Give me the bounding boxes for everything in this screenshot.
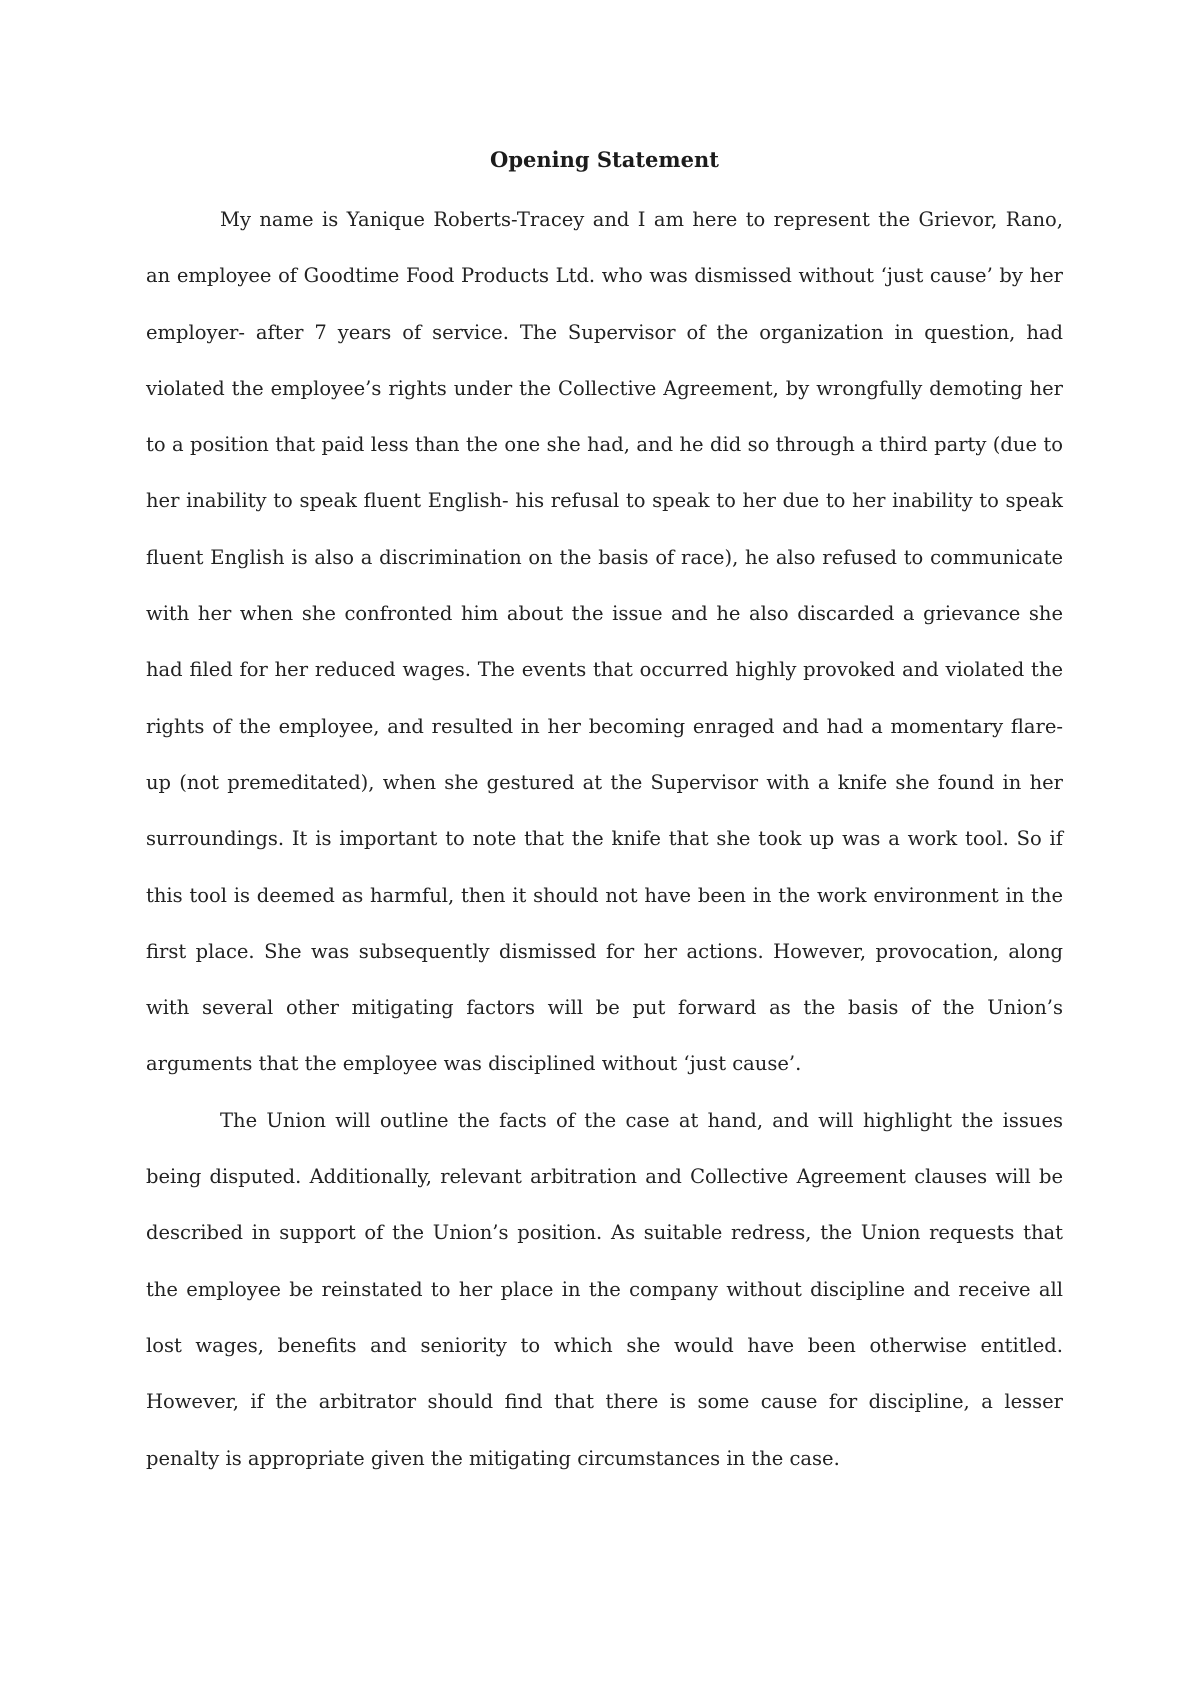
paragraph-union-position: The Union will outline the facts of the case at hand, and will highlight the issues being disputed. Additionally, relevant arbitration and Collective Agreement clauses will be described in support of the Union’s position. As suitable redress, the Union requests that the employee be reinstated to her place in the company without discipline and receive all lost wages, benefits and seniority to which she would have been otherwise entitled. However, if the arbitrator should find that there is some cause for discipline, a lesser penalty is appropriate given the mitigating circumstances in the case. — [146, 1108, 1063, 1470]
page-title: Opening Statement — [490, 147, 719, 172]
paragraph-opening: My name is Yanique Roberts-Tracey and I am here to represent the Grievor, Rano, an employee of Goodtime Food Products Ltd. who was dismissed without ‘just cause’ by her employer- after 7 years of service. The Supervisor of the organization in question, had violated the employee’s rights under the Collective Agreement, by wrongfully demoting her to a position that paid less than the one she had, and he did so through a third party (due to her inability to speak fluent English- his refusal to speak to her due to her inability to speak fluent English is also a discrimination on the basis of race), he also refused to communicate with her when she confronted him about the issue and he also discarded a grievance she had filed for her reduced wages. The events that occurred highly provoked and violated the rights of the employee, and resulted in her becoming enraged and had a momentary flare-up (not premeditated), when she gestured at the Supervisor with a knife she found in her surroundings. It is important to note that the knife that she took up was a work tool. So if this tool is deemed as harmful, then it should not have been in the work environment in the first place. She was subsequently dismissed for her actions. However, provocation, along with several other mitigating factors will be put forward as the basis of the Union’s arguments that the employee was disciplined without ‘just cause’. — [146, 208, 1063, 1076]
document-body — [146, 140, 1063, 1487]
